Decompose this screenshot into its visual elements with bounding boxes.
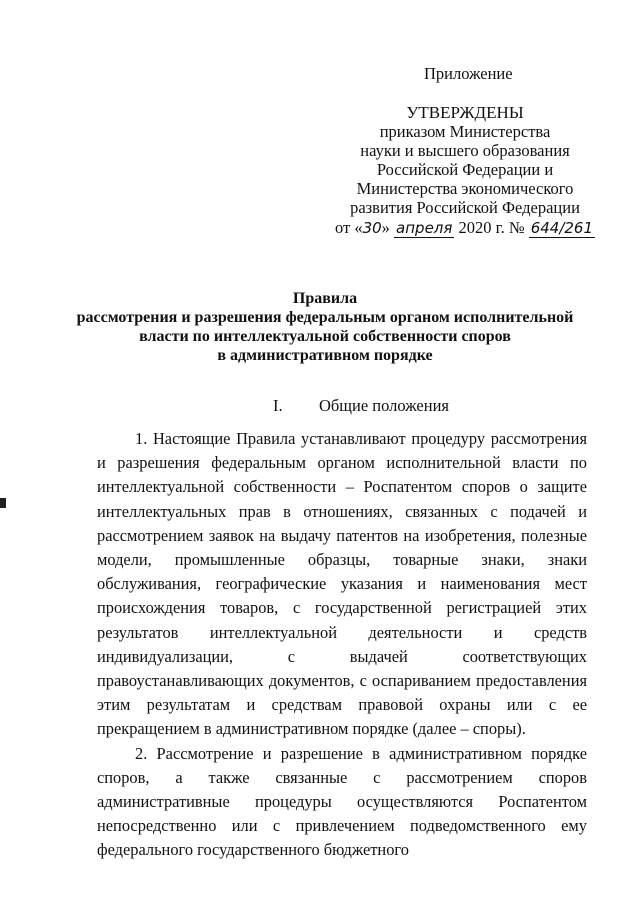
appendix-label: Приложение (424, 64, 513, 83)
approval-block (330, 103, 600, 238)
date-quote-close: » (381, 218, 390, 237)
handwritten-month: апреля (396, 219, 453, 237)
approval-date (330, 218, 600, 238)
document-title (60, 289, 590, 365)
body-text (97, 427, 587, 863)
section-name: Общие положения (319, 396, 449, 415)
approval-line: приказом Министерства (379, 122, 551, 141)
approval-line: Российской Федерации и (376, 160, 554, 179)
title-line: власти по интеллектуальной собственности споров (139, 328, 511, 345)
title-line: рассмотрения и разрешения федеральным органом исполнительной (76, 309, 574, 326)
approval-line: науки и высшего образования (360, 141, 570, 160)
date-year: 2020 г. № (458, 218, 525, 237)
paragraph: 2. Рассмотрение и разрешение в административном порядке споров, а также связанные с рассмотрением споров административные процедуры осуществляются Роспатентом непосредственно или с привлечением подведомственного ему федерального государственного бюджетного (97, 743, 587, 860)
approval-line: развития Российской Федерации (350, 198, 580, 217)
handwritten-order-number: 644/261 (530, 219, 594, 237)
date-prefix: от « (334, 218, 363, 237)
section-number: I. (273, 396, 283, 415)
paragraph: 1. Настоящие Правила устанавливают процедуру рассмотрения и разрешения федеральным органом исполнительной власти по интеллектуальной собственности – Роспатентом споров о защите интеллектуальных прав в отношениях, связанных с подачей и рассмотрением заявок на выдачу патентов на изобретения, полезные модели, промышленные образцы, товарные знаки, знаки обслуживания, географические указания и наименования мест происхождения товаров, с государственной регистрацией этих результатов интеллектуальной деятельности и средств индивидуализации, с выдачей соответствующих правоустанавливающих документов, с оспариванием предоставления этим результатам и средствам правовой охраны или с ее прекращением в административном порядке (далее – споры). (97, 429, 587, 739)
approval-heading: УТВЕРЖДЕНЫ (406, 103, 524, 122)
title-line: Правила (292, 290, 358, 307)
approval-line: Министерства экономического (356, 179, 574, 198)
scan-mark (0, 498, 6, 508)
title-line: в административном порядке (217, 347, 433, 364)
handwritten-day: 30 (362, 219, 382, 237)
